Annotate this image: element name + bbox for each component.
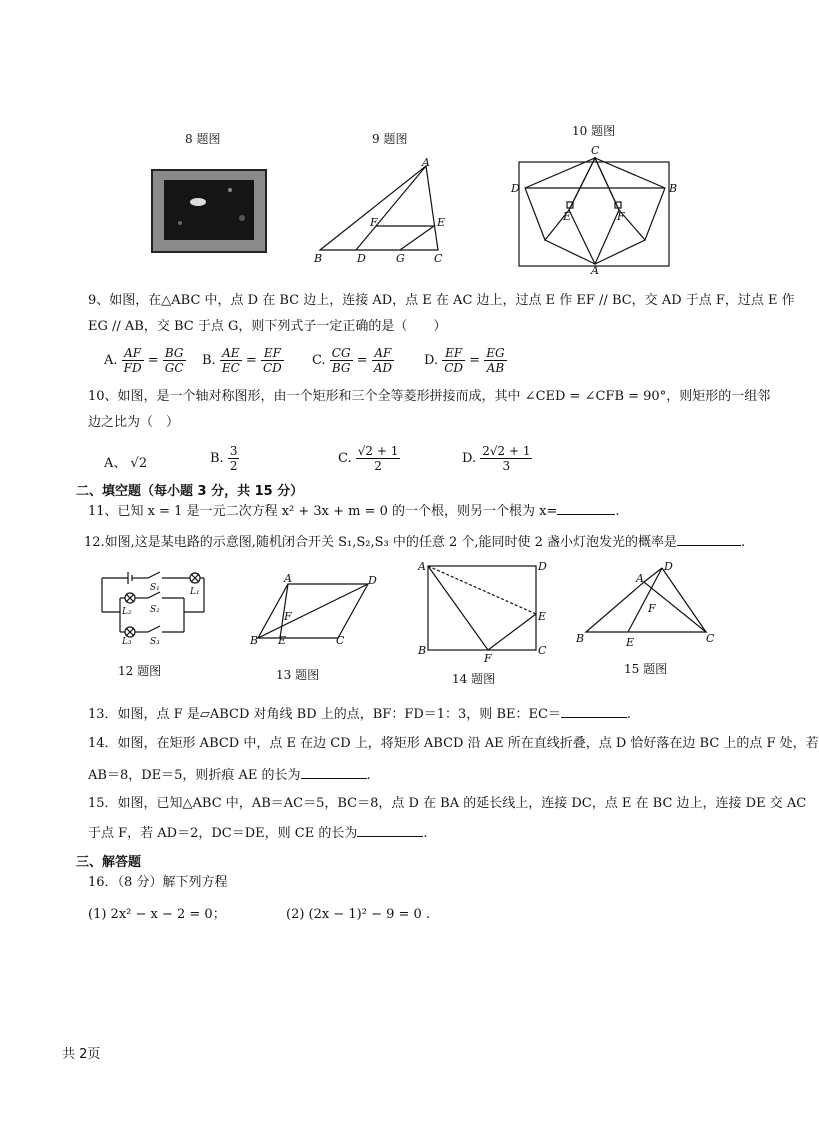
svg-text:A: A: [284, 572, 292, 585]
svg-text:L₂: L₂: [122, 607, 132, 617]
svg-text:C: C: [706, 632, 715, 645]
fig13-parallelogram: [248, 574, 378, 646]
svg-text:B: B: [418, 644, 427, 657]
svg-text:D: D: [368, 574, 377, 587]
svg-text:E: E: [437, 216, 446, 229]
q11-text: 11、已知 x = 1 是一元二次方程 x² + 3x + m = 0 的一个根，则另一个根为 x= .: [88, 504, 620, 519]
section2-heading: 二、填空题（每小题 3 分，共 15 分）: [76, 484, 304, 499]
svg-text:B: B: [576, 632, 585, 645]
q13-answer-blank[interactable]: [561, 705, 627, 718]
svg-text:L₁: L₁: [190, 587, 200, 597]
page-footer: 共 2页: [62, 1047, 101, 1062]
svg-text:F: F: [370, 216, 378, 229]
svg-text:S₃: S₃: [150, 637, 160, 647]
fig10-figure: [505, 140, 690, 275]
q12-answer-blank[interactable]: [677, 533, 741, 546]
q16-title: 16．（8 分）解下列方程: [88, 875, 228, 890]
svg-text:D: D: [664, 560, 673, 573]
q14-line1: 14．如图，在矩形 ABCD 中，点 E 在边 CD 上，将矩形 ABCD 沿 AE 所在直线折叠，点 D 恰好落在边 BC 上的点 F 处，若: [88, 736, 819, 751]
fig15-caption: 15 题图: [624, 662, 668, 676]
svg-text:E: E: [538, 610, 547, 623]
svg-text:B: B: [250, 634, 259, 647]
svg-text:L₃: L₃: [122, 637, 132, 647]
q9-option-d[interactable]: D. $\frac{EF}{CD}$ = $\frac{EG}{AB}$: [424, 346, 505, 375]
fig9-triangle: [310, 156, 455, 268]
q13-text: 13．如图，点 F 是▱ABCD 对角线 BD 上的点，BF：FD＝1：3，则 BE：EC＝ .: [88, 707, 632, 722]
svg-text:S₁: S₁: [150, 583, 160, 593]
svg-text:D: D: [511, 182, 520, 195]
fig8-photo: [150, 168, 268, 254]
svg-text:E: E: [626, 636, 635, 649]
svg-text:F: F: [284, 610, 292, 623]
q10-option-c[interactable]: C. $\frac{√2 + 1}{2}$: [338, 444, 399, 473]
svg-text:C: C: [336, 634, 345, 647]
fig14-rectangle: [414, 558, 550, 665]
svg-text:B: B: [314, 252, 323, 265]
fig13-caption: 13 题图: [276, 668, 320, 682]
fig12-circuit: [98, 568, 208, 647]
fig9-caption: 9 题图: [372, 132, 408, 146]
svg-text:F: F: [484, 652, 492, 665]
q9-line2: EG // AB，交 BC 于点 G，则下列式子一定正确的是（ ）: [88, 319, 447, 334]
svg-text:A: A: [636, 572, 644, 585]
fig12-caption: 12 题图: [118, 664, 162, 678]
q9-option-b[interactable]: B. $\frac{AE}{EC}$ = $\frac{EF}{CD}$: [202, 346, 282, 375]
q10-line1: 10、如图，是一个轴对称图形，由一个矩形和三个全等菱形拼接而成，其中 ∠CED = ∠CFB = 90°，则矩形的一组邻: [88, 389, 771, 404]
svg-text:B: B: [669, 182, 678, 195]
svg-text:E: E: [278, 634, 287, 647]
q16-equation-1: (1) 2x² − x − 2 = 0；: [88, 907, 226, 922]
svg-text:D: D: [538, 560, 547, 573]
q10-option-d[interactable]: D. $\frac{2√2 + 1}{3}$: [462, 444, 531, 473]
q14-line2: AB＝8，DE＝5，则折痕 AE 的长为 .: [88, 768, 371, 783]
fig10-caption: 10 题图: [572, 124, 616, 138]
q9-option-c[interactable]: C. $\frac{CG}{BG}$ = $\frac{AF}{AD}$: [312, 346, 393, 375]
q15-line2: 于点 F，若 AD＝2，DC＝DE，则 CE 的长为 .: [88, 826, 428, 841]
svg-text:C: C: [434, 252, 443, 265]
svg-text:A: A: [418, 560, 426, 573]
q9-line1: 9、如图，在△ABC 中，点 D 在 BC 边上，连接 AD，点 E 在 AC 边上，过点 E 作 EF // BC，交 AD 于点 F，过点 E 作: [88, 293, 795, 308]
svg-text:E: E: [563, 210, 572, 223]
svg-text:C: C: [591, 144, 600, 157]
svg-text:C: C: [538, 644, 547, 657]
q14-answer-blank[interactable]: [301, 766, 367, 779]
svg-text:D: D: [357, 252, 366, 265]
q10-line2: 边之比为（ ）: [88, 415, 180, 430]
section3-heading: 三、解答题: [76, 855, 142, 870]
fig8-caption: 8 题图: [185, 132, 221, 146]
q12-text: 12.如图,这是某电路的示意图,随机闭合开关 S₁,S₂,S₃ 中的任意 2 个,能同时使 2 盏小灯泡发光的概率是 .: [84, 535, 746, 550]
svg-text:F: F: [617, 210, 625, 223]
q15-line1: 15．如图，已知△ABC 中，AB＝AC＝5，BC＝8，点 D 在 BA 的延长线上，连接 DC，点 E 在 BC 边上，连接 DE 交 AC: [88, 796, 807, 811]
q9-option-a[interactable]: A. $\frac{AF}{FD}$ = $\frac{BG}{GC}$: [104, 346, 184, 375]
q11-answer-blank[interactable]: [557, 502, 615, 515]
svg-text:S₂: S₂: [150, 605, 160, 615]
fig14-caption: 14 题图: [452, 672, 496, 686]
svg-text:F: F: [648, 602, 656, 615]
q15-answer-blank[interactable]: [357, 824, 423, 837]
svg-text:A: A: [422, 156, 430, 169]
fig15-triangle: [572, 560, 722, 648]
q10-option-a[interactable]: A、 √2: [104, 456, 148, 471]
svg-text:G: G: [396, 252, 405, 265]
svg-text:A: A: [591, 264, 599, 277]
q10-option-b[interactable]: B. $\frac{3}{2}$: [210, 444, 238, 473]
q16-equation-2: (2) (2x − 1)² − 9 = 0 .: [286, 907, 431, 922]
